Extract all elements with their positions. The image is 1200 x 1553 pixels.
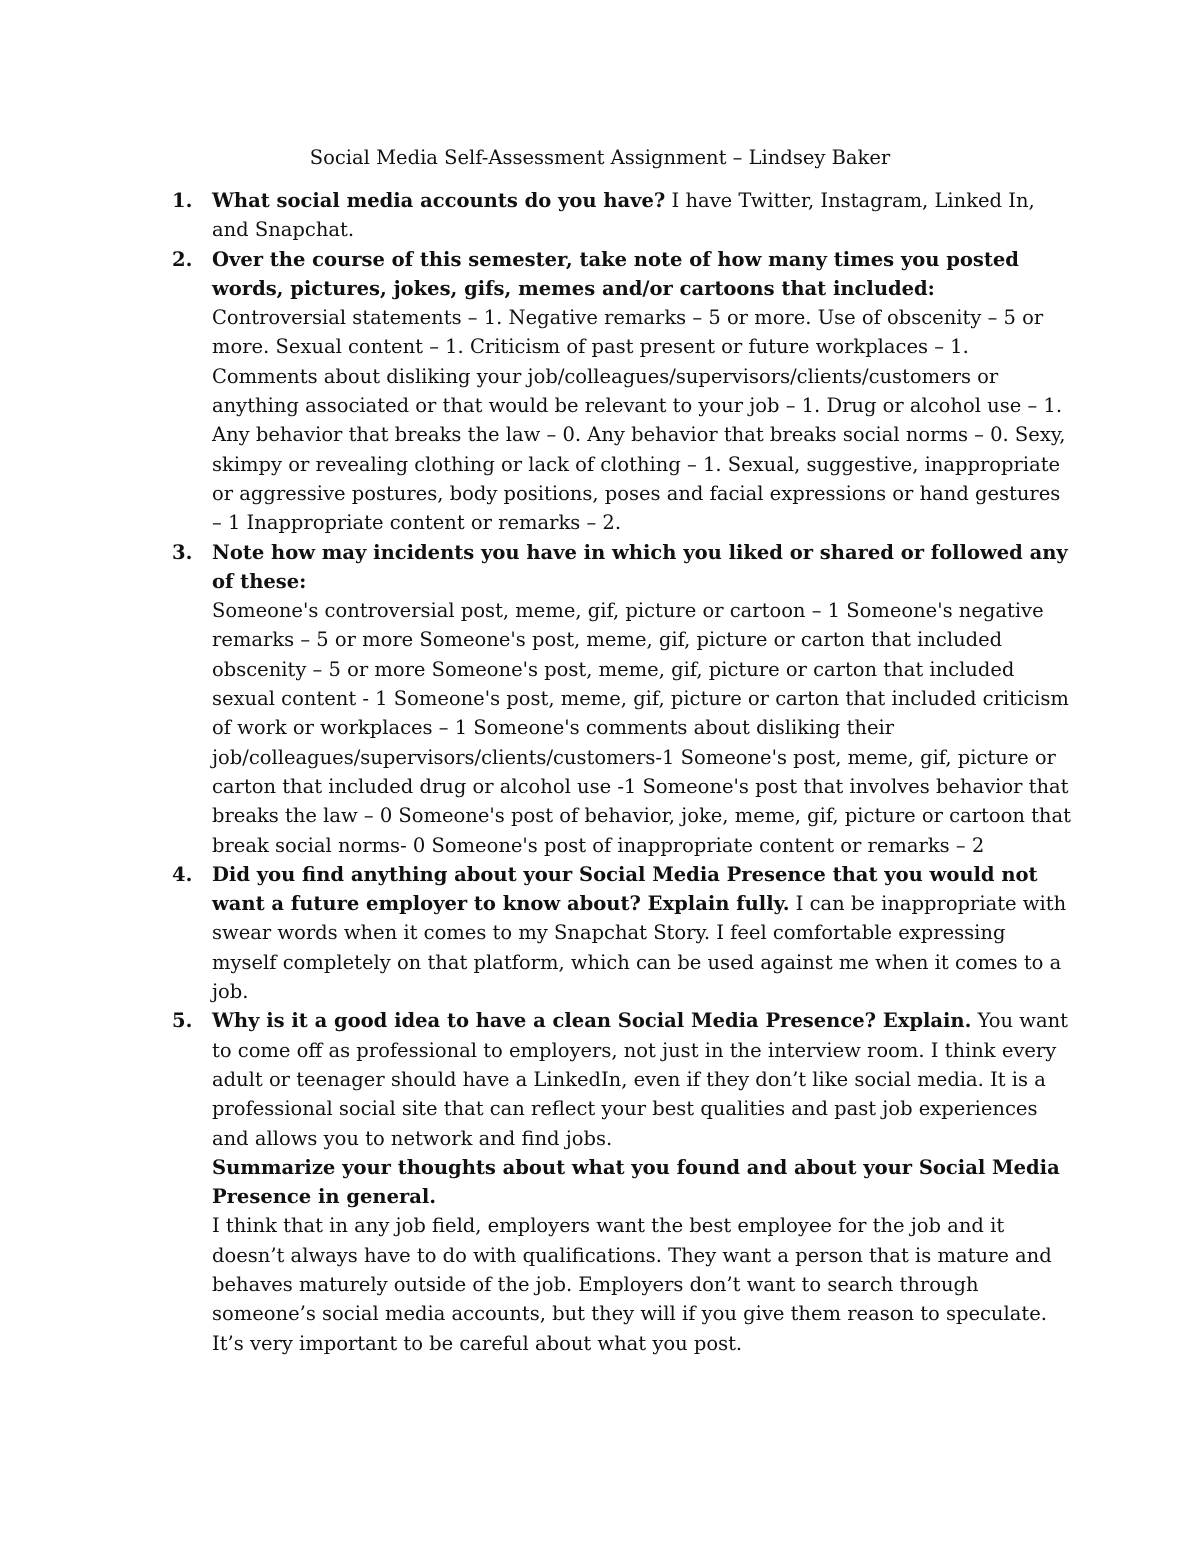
list-item-5 xyxy=(172,1006,1072,1152)
document-title: Social Media Self-Assessment Assignment – Lindsey Baker xyxy=(309,146,891,169)
item-number: 4. xyxy=(172,862,193,886)
assignment-list xyxy=(172,186,1072,1358)
list-item-2 xyxy=(172,245,1072,538)
item-number: 1. xyxy=(172,189,193,212)
answer-text: Someone's controversial post, meme, gif, picture or cartoon – 1 Someone's negative remarks – 5 or more Someone's post, meme, gif, picture or carton that included obscenity – 5 or more Someone's post, meme, gif, picture or carton that included sexual content - 1 Someone's post, meme, gif, picture or carton that included criticism of work or workplaces – 1 Someone's comments about disliking their job/colleagues/supervisors/clients/customers-1 Someone's post, meme, gif, picture or carton that included drug or alcohol use -1 Someone's post that involves behavior that breaks the law – 0 Someone's post of behavior, joke, meme, gif, picture or cartoon that break social norms- 0 Someone's post of inappropriate content or remarks – 2 xyxy=(212,599,1071,857)
question-text: Note how may incidents you have in which you liked or shared or followed any of these: xyxy=(212,540,1068,593)
question-text: What social media accounts do you have? xyxy=(212,189,666,212)
item-number: 5. xyxy=(172,1009,193,1033)
answer-text: I can be inappropriate with swear words when it comes to my Snapchat Story. I feel comfortable expressing myself completely on that platform, which can be used against me when it comes to a job. xyxy=(212,892,1067,1004)
list-item-1 xyxy=(172,186,1072,245)
question-text: Over the course of this semester, take note of how many times you posted words, pictures, jokes, gifs, memes and/or cartoons that included: xyxy=(212,247,1019,300)
list-item-3 xyxy=(172,538,1072,860)
question-text: Why is it a good idea to have a clean Social Media Presence? Explain. xyxy=(212,1009,972,1033)
summary-section xyxy=(172,1153,1072,1358)
item-number: 2. xyxy=(172,247,193,271)
answer-text: You want to come off as professional to employers, not just in the interview room. I think every adult or teenager should have a LinkedIn, even if they don’t like social media. It is a professional social site that can reflect your best qualities and past job experiences and allows you to network and find jobs. xyxy=(212,1009,1068,1150)
summary-answer: I think that in any job field, employers want the best employee for the job and it doesn’t always have to do with qualifications. They want a person that is mature and behaves maturely outside of the job. Employers don’t want to search through someone’s social media accounts, but they will if you give them reason to speculate. It’s very important to be careful about what you post. xyxy=(212,1214,1052,1355)
answer-text: Controversial statements – 1. Negative remarks – 5 or more. Use of obscenity – 5 or more. Sexual content – 1. Criticism of past present or future workplaces – 1. Comments about disliking your job/colleagues/supervisors/clients/customers or anything associated or that would be relevant to your job – 1. Drug or alcohol use – 1. Any behavior that breaks the law – 0. Any behavior that breaks social norms – 0. Sexy, skimpy or revealing clothing or lack of clothing – 1. Sexual, suggestive, inappropriate or aggressive postures, body positions, poses and facial expressions or hand gestures – 1 Inappropriate content or remarks – 2. xyxy=(212,306,1066,535)
item-number: 3. xyxy=(172,540,193,564)
question-text: Did you find anything about your Social Media Presence that you would not want a future employer to know about? Explain fully. xyxy=(212,862,1038,916)
answer-text: I have Twitter, Instagram, Linked In, and Snapchat. xyxy=(212,189,1035,242)
list-item-4 xyxy=(172,860,1072,1006)
summary-question: Summarize your thoughts about what you found and about your Social Media Presence in general. xyxy=(212,1155,1060,1209)
